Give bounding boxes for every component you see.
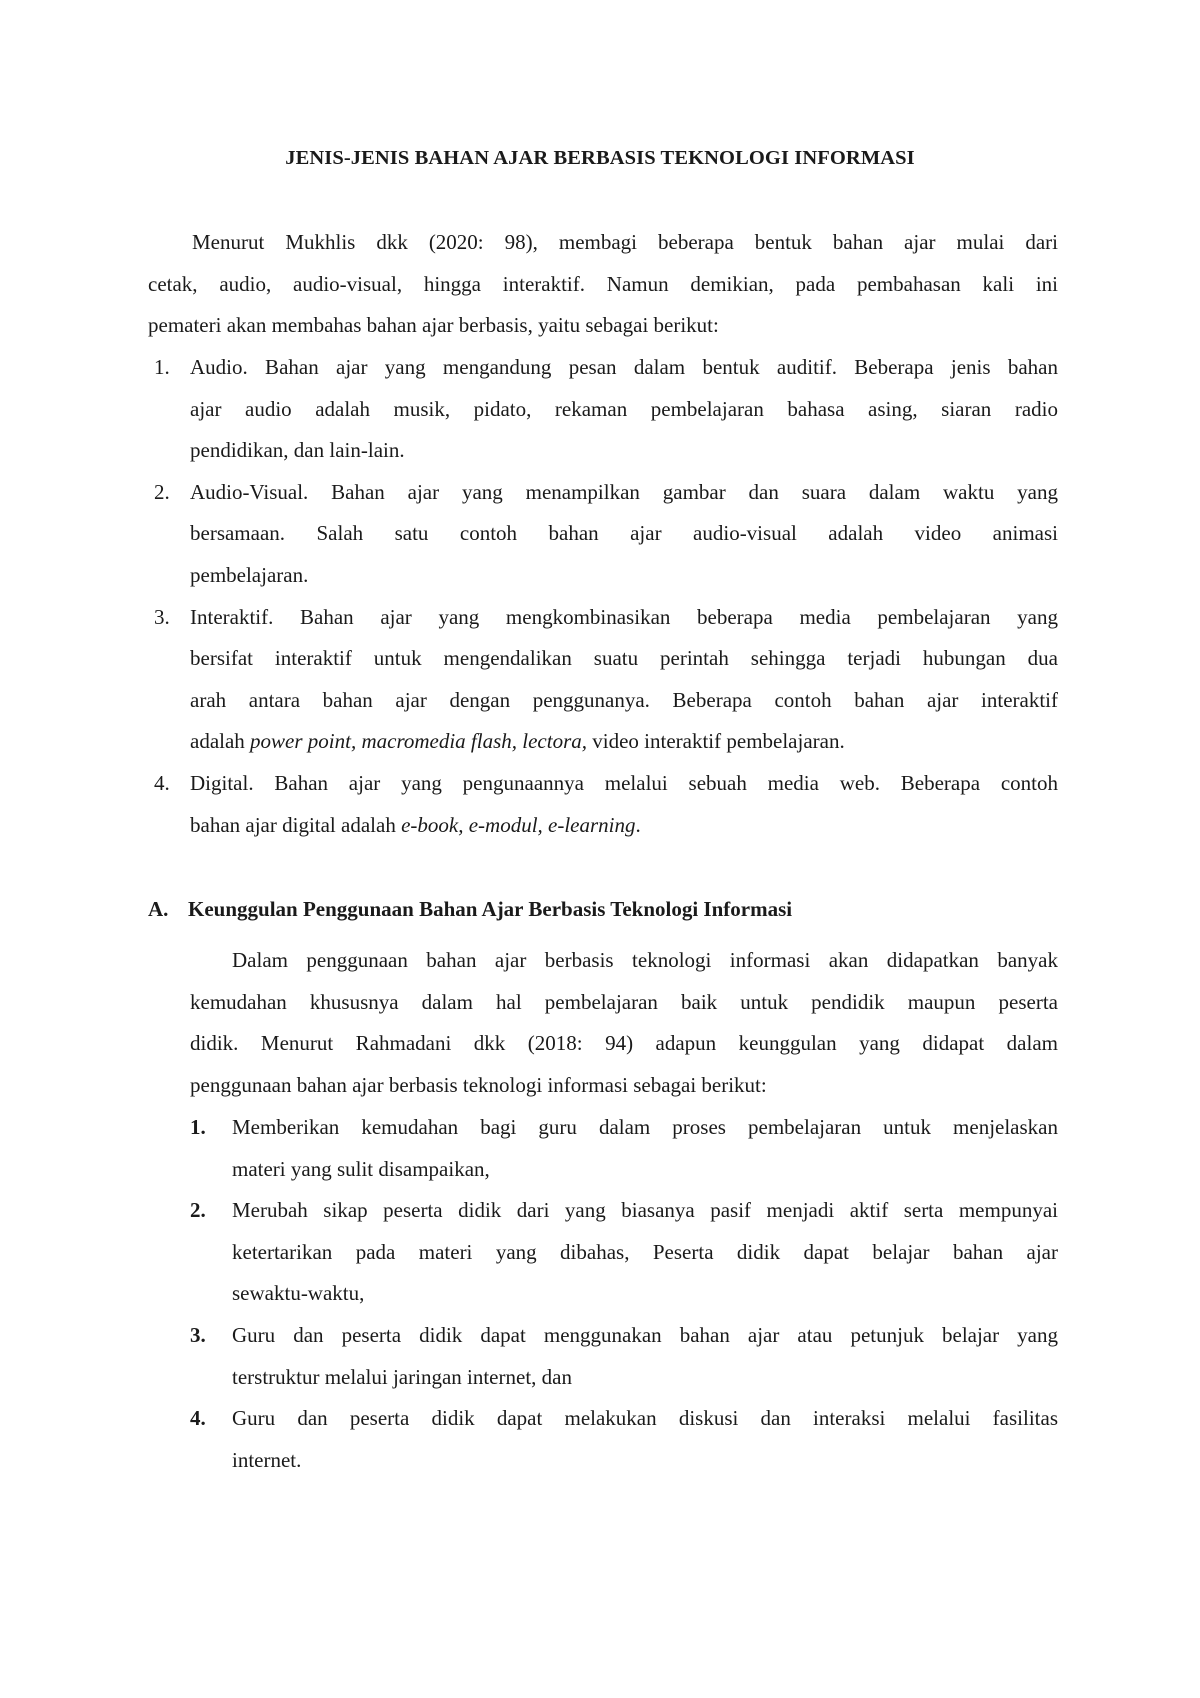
list-item-line: bersamaan. Salah satu contoh bahan ajar audio-visual adalah video animasi [190, 521, 1058, 546]
list-number: 2. [190, 1198, 206, 1223]
list-item-line [190, 721, 1058, 763]
list-item-line: Audio-Visual. Bahan ajar yang menampilkan gambar dan suara dalam waktu yang [190, 479, 1058, 504]
section-line: kemudahan khususnya dalam hal pembelajaran baik untuk pendidik maupun peserta [190, 989, 1058, 1014]
list-item-line: Audio. Bahan ajar yang mengandung pesan dalam bentuk auditif. Beberapa jenis bahan [190, 355, 1058, 379]
list-item-line: Merubah sikap peserta didik dari yang biasanya pasif menjadi aktif serta mempunyai [232, 1198, 1058, 1223]
list-item-line [190, 805, 1058, 847]
list-item-line: materi yang sulit disampaikan, [232, 1156, 490, 1181]
list-number: 3. [190, 1322, 206, 1347]
section-line: didik. Menurut Rahmadani dkk (2018: 94) adapun keunggulan yang didapat dalam [190, 1031, 1058, 1056]
italic-examples: power point, macromedia flash, lectora, [250, 729, 587, 754]
list-item-line: internet. [232, 1447, 302, 1472]
list-item-line: Guru dan peserta didik dapat melakukan diskusi dan interaksi melalui fasilitas [232, 1406, 1058, 1431]
intro-line: cetak, audio, audio-visual, hingga interaktif. Namun demikian, pada pembahasan kali ini [148, 271, 1058, 296]
section-number: A. [148, 897, 169, 921]
list-item [190, 1107, 1058, 1190]
advantages-list [190, 1107, 1058, 1481]
section-paragraph [190, 940, 1058, 1106]
list-number: 1. [154, 355, 170, 379]
list-item-line: Guru dan peserta didik dapat menggunakan bahan ajar atau petunjuk belajar yang [232, 1322, 1058, 1347]
list-item-line: pendidikan, dan lain-lain. [190, 438, 405, 463]
document-title: JENIS-JENIS BAHAN AJAR BERBASIS TEKNOLOGI INFORMASI [285, 147, 915, 169]
intro-line: pemateri akan membahas bahan ajar berbasis, yaitu sebagai berikut: [148, 313, 719, 338]
list-item-line: ketertarikan pada materi yang dibahas, Peserta didik dapat belajar bahan ajar [232, 1239, 1058, 1264]
section-line: Dalam penggunaan bahan ajar berbasis teknologi informasi akan didapatkan banyak [232, 948, 1058, 972]
line-suffix: . [635, 812, 641, 837]
list-item-line: Digital. Bahan ajar yang pengunaannya melalui sebuah media web. Beberapa contoh [190, 770, 1058, 795]
list-number: 3. [154, 604, 170, 629]
list-item [190, 1398, 1058, 1481]
list-number: 2. [154, 479, 170, 504]
list-number: 4. [154, 770, 170, 795]
list-number: 4. [190, 1406, 206, 1431]
line-suffix: video interaktif pembelajaran. [587, 729, 845, 754]
list-item-line: Interaktif. Bahan ajar yang mengkombinasikan beberapa media pembelajaran yang [190, 604, 1058, 629]
section-heading [148, 897, 792, 922]
list-item-line: sewaktu-waktu, [232, 1281, 365, 1306]
section-line: penggunaan bahan ajar berbasis teknologi informasi sebagai berikut: [190, 1072, 767, 1097]
list-number: 1. [190, 1115, 206, 1139]
list-item-line: ajar audio adalah musik, pidato, rekaman pembelajaran bahasa asing, siaran radio [190, 396, 1058, 421]
list-item-line: pembelajaran. [190, 562, 309, 587]
intro-paragraph [148, 222, 1058, 347]
section-title: Keunggulan Penggunaan Bahan Ajar Berbasis Teknologi Informasi [188, 897, 793, 921]
italic-examples: e-book, e-modul, e-learning [401, 812, 636, 837]
list-item [148, 597, 1058, 763]
list-item-line: Memberikan kemudahan bagi guru dalam proses pembelajaran untuk menjelaskan [232, 1115, 1058, 1139]
list-item [190, 1315, 1058, 1398]
list-item-line: arah antara bahan ajar dengan penggunanya. Beberapa contoh bahan ajar interaktif [190, 687, 1058, 712]
intro-line: Menurut Mukhlis dkk (2020: 98), membagi beberapa bentuk bahan ajar mulai dari [192, 230, 1058, 254]
list-item [148, 472, 1058, 597]
list-item [190, 1190, 1058, 1315]
list-item [148, 347, 1058, 472]
line-prefix: bahan ajar digital adalah [190, 812, 402, 837]
list-item-line: terstruktur melalui jaringan internet, dan [232, 1364, 572, 1389]
list-item [148, 763, 1058, 846]
types-list [148, 347, 1058, 846]
list-item-line: bersifat interaktif untuk mengendalikan suatu perintah sehingga terjadi hubungan dua [190, 646, 1058, 671]
line-prefix: adalah [190, 729, 251, 754]
